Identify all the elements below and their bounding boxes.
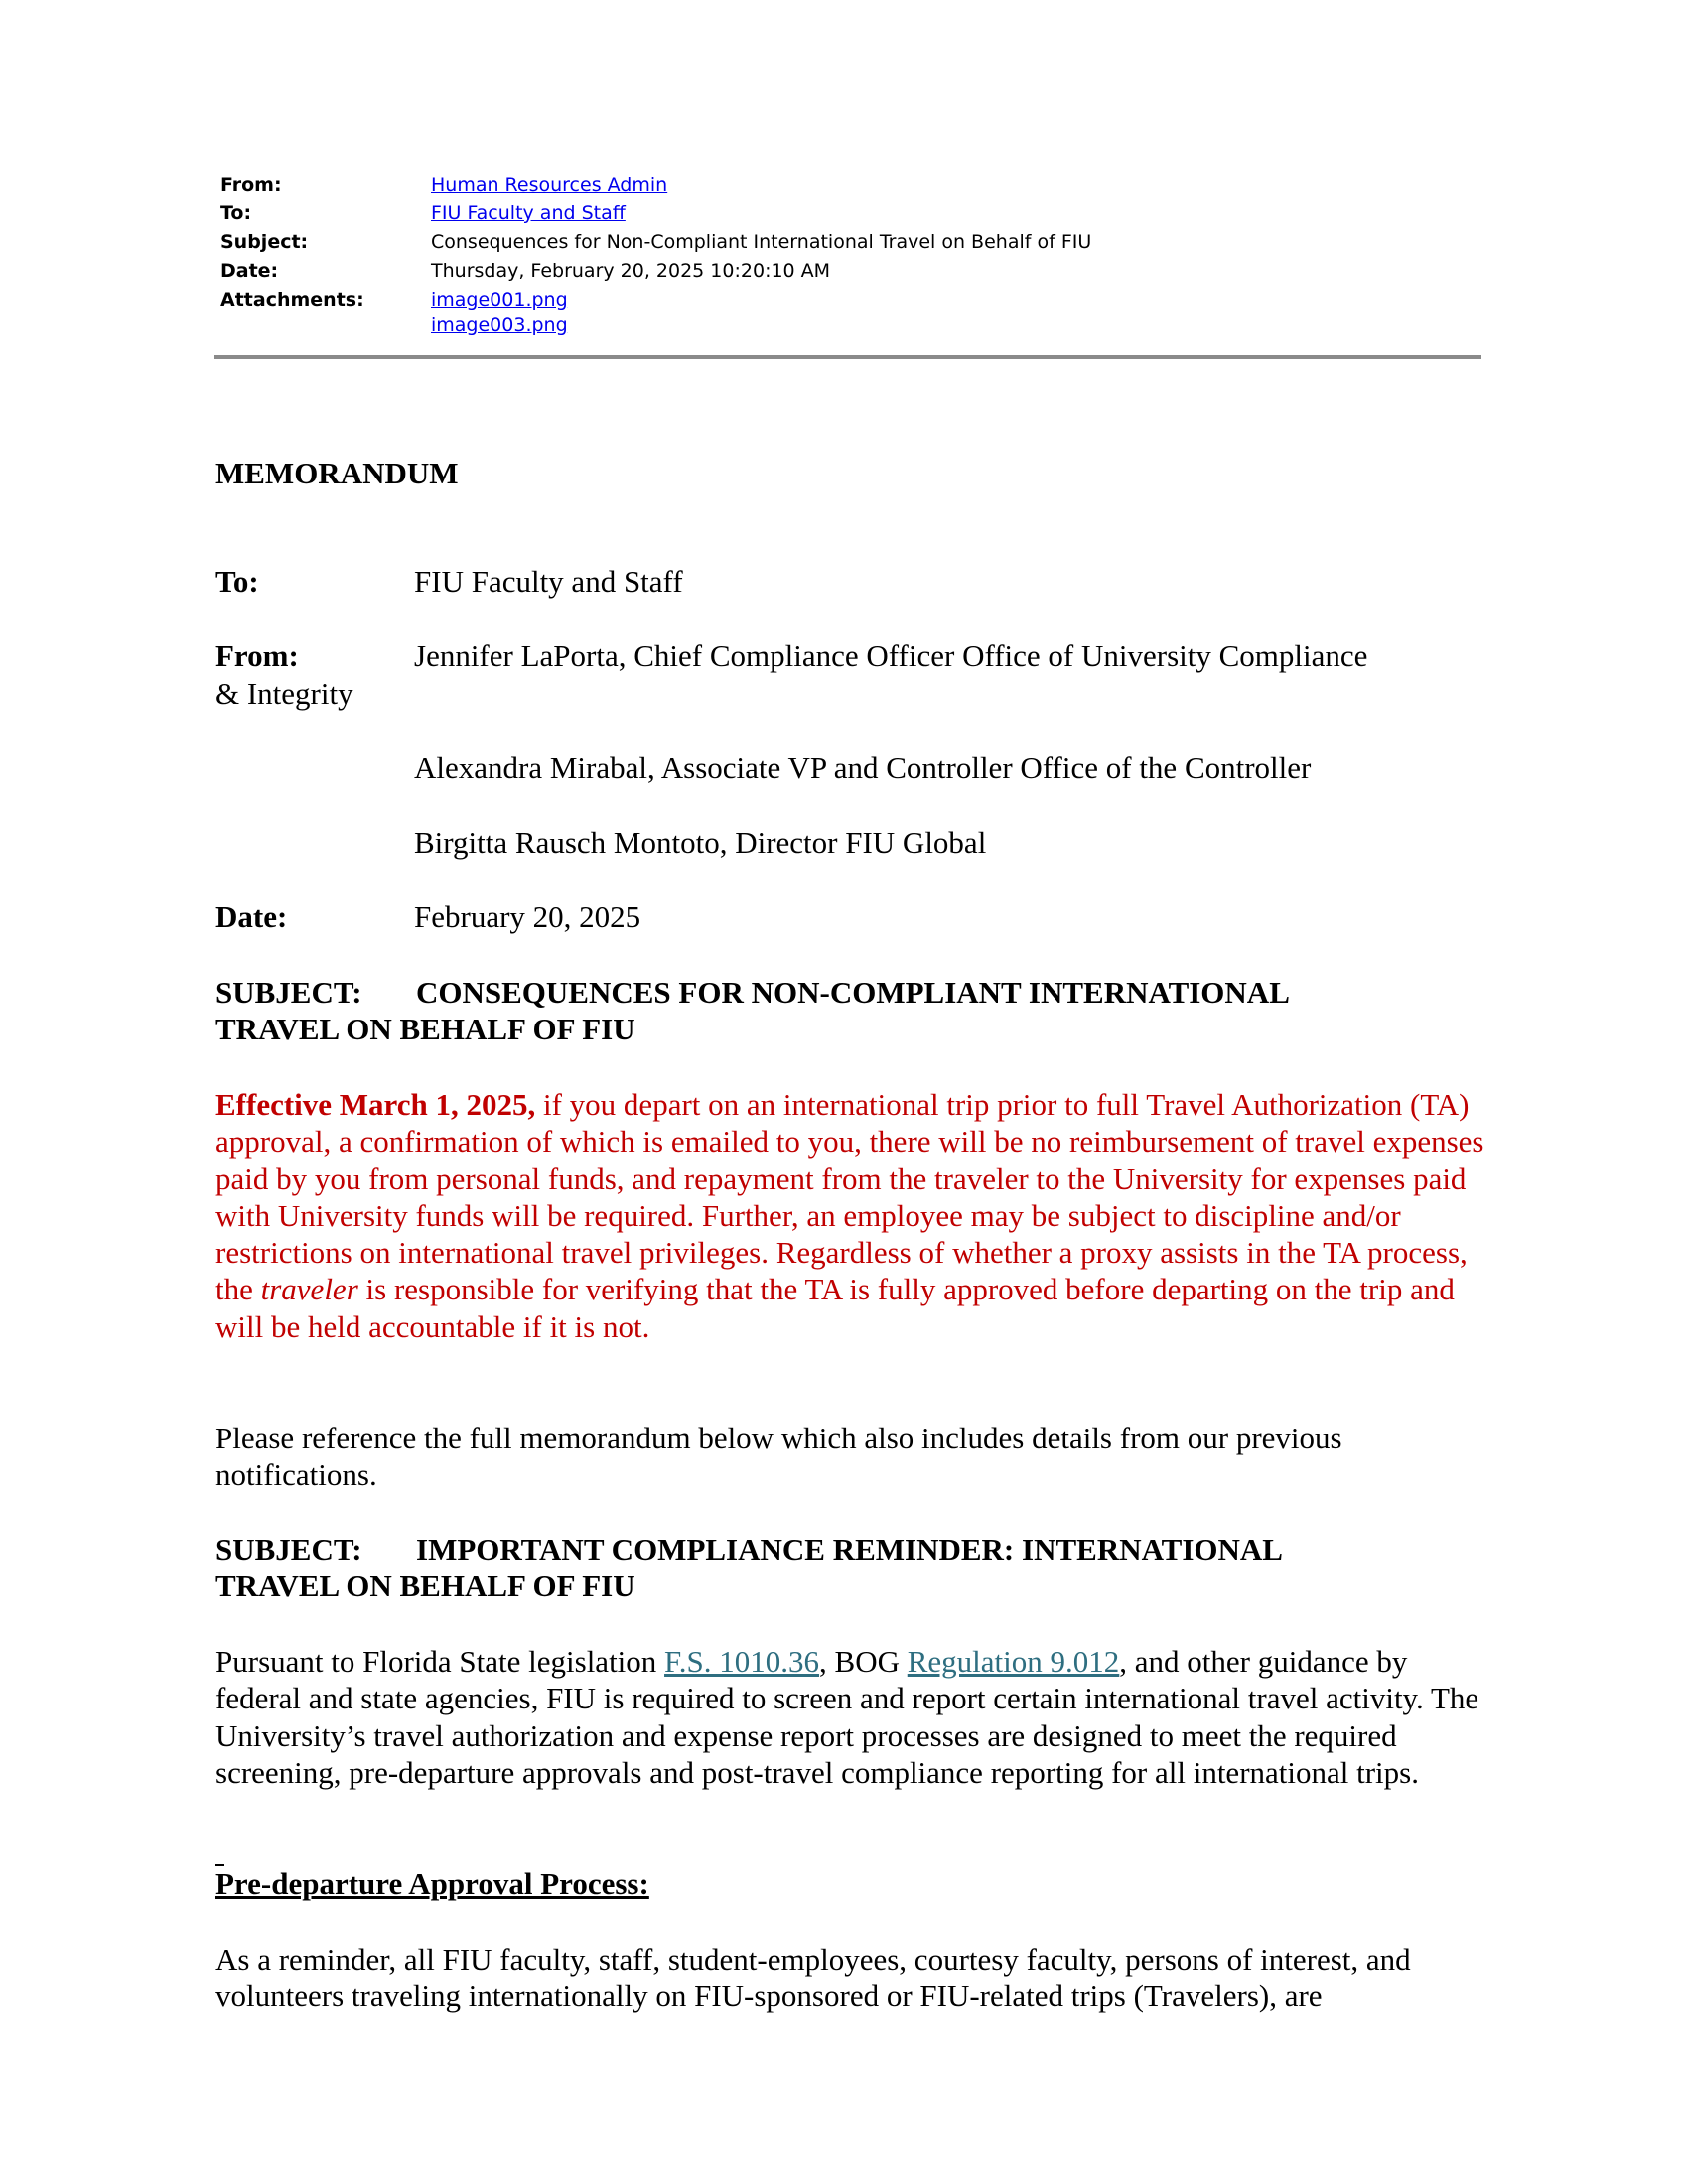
email-to-link[interactable]: FIU Faculty and Staff	[431, 203, 626, 224]
reference-paragraph: Please reference the full memorandum below which also includes details from our previous notifications.	[215, 1421, 1342, 1493]
effective-traveler-italic: traveler	[260, 1272, 358, 1307]
subject-2-label: SUBJECT:	[215, 1532, 362, 1567]
regulation-9-012-link[interactable]: Regulation 9.012	[907, 1644, 1120, 1679]
email-subject-label: Subject:	[220, 231, 309, 253]
attachment-link[interactable]: image001.png	[431, 289, 568, 311]
memo-date-label: Date:	[215, 899, 288, 934]
email-attachments-label: Attachments:	[220, 289, 364, 311]
memo-to-label: To:	[215, 564, 259, 599]
subject-1-line-1: CONSEQUENCES FOR NON-COMPLIANT INTERNATIONAL	[416, 975, 1290, 1010]
attachment-link[interactable]: image003.png	[431, 314, 568, 336]
subject-heading-2	[215, 1531, 1486, 1604]
header-divider	[214, 355, 1481, 359]
email-from-label: From:	[220, 174, 282, 196]
subject-2-line-2: TRAVEL ON BEHALF OF FIU	[215, 1569, 635, 1603]
subject-1-line-2: TRAVEL ON BEHALF OF FIU	[215, 1012, 635, 1046]
effective-date-bold: Effective March 1, 2025,	[215, 1087, 536, 1122]
pursuant-text-c: , and other guidance by federal and state agencies, FIU is required to screen and report certain international travel activity. The University’s travel authorization and expense report processes are designed to meet the required screening, pre-departure approvals and post-travel compliance reporting for all international trips.	[215, 1644, 1479, 1790]
memo-from-value-2: Alexandra Mirabal, Associate VP and Controller Office of the Controller	[414, 751, 1312, 785]
effective-text-1: if you depart on an international trip prior to full Travel Authorization (TA) approval, a confirmation of which is emailed to you, there will be no reimbursement of travel expenses paid by you from personal funds, and repayment from the traveler to the University for expenses paid with University funds will be required. Further, an employee may be subject to discipline and/or restrictions on international travel privileges. Regardless of whether a proxy assists in the TA process, the	[215, 1087, 1484, 1307]
memo-from-value-1: Jennifer LaPorta, Chief Compliance Officer Office of University Compliance	[414, 638, 1368, 673]
pursuant-text-b: , BOG	[819, 1644, 908, 1679]
email-to-row	[220, 200, 1481, 228]
email-from-row	[220, 171, 1481, 200]
email-attachments-row	[220, 286, 1481, 338]
memo-from-value-3: Birgitta Rausch Montoto, Director FIU Global	[414, 825, 987, 860]
memo-from-value-1-cont: & Integrity	[215, 676, 353, 711]
predeparture-heading: Pre-departure Approval Process:	[215, 1866, 649, 1901]
subject-2-line-1: IMPORTANT COMPLIANCE REMINDER: INTERNATIONAL	[416, 1532, 1283, 1567]
email-date-label: Date:	[220, 260, 279, 282]
effective-text-2: is responsible for verifying that the TA is fully approved before departing on the trip and will be held accountable if it is not.	[215, 1272, 1455, 1344]
memo-title: MEMORANDUM	[215, 456, 459, 490]
email-date-row	[220, 257, 1481, 286]
pursuant-text-a: Pursuant to Florida State legislation	[215, 1644, 665, 1679]
subject-heading-1	[215, 974, 1486, 1047]
email-from-link[interactable]: Human Resources Admin	[431, 174, 668, 196]
memo-from-label: From:	[215, 638, 299, 673]
email-date-value: Thursday, February 20, 2025 10:20:10 AM	[431, 260, 831, 282]
memo-date-value: February 20, 2025	[414, 899, 641, 934]
reminder-paragraph: As a reminder, all FIU faculty, staff, student-employees, courtesy faculty, persons of interest, and volunteers traveling internationally on FIU-sponsored or FIU-related trips (Travelers), are	[215, 1942, 1411, 2014]
email-header	[220, 171, 1481, 338]
subject-1-label: SUBJECT:	[215, 975, 362, 1010]
effective-paragraph	[215, 1086, 1486, 1345]
email-subject-value: Consequences for Non-Compliant International Travel on Behalf of FIU	[431, 231, 1092, 253]
email-to-label: To:	[220, 203, 252, 224]
memo-to-value: FIU Faculty and Staff	[414, 564, 683, 599]
email-subject-row	[220, 228, 1481, 257]
fs-1010-36-link[interactable]: F.S. 1010.36	[664, 1644, 820, 1679]
pursuant-paragraph	[215, 1643, 1486, 1791]
